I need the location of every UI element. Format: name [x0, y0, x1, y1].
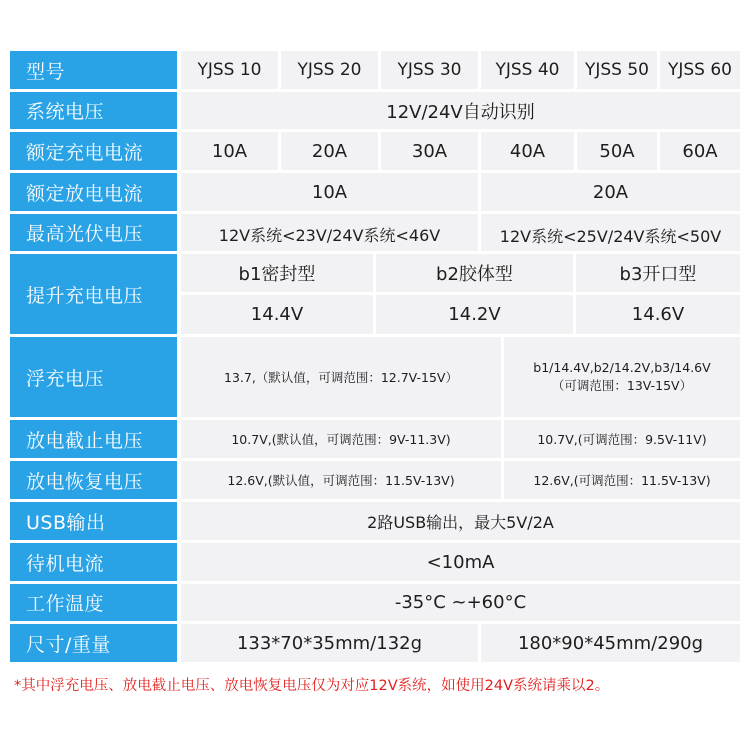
row-rated-charge-current: [10, 132, 740, 170]
row-label: 提升充电电压: [10, 254, 177, 334]
row-cells: [181, 502, 740, 540]
row-label: 额定充电电流: [10, 132, 177, 170]
row-label: 放电恢复电压: [10, 461, 177, 499]
row-label: 最高光伏电压: [10, 214, 177, 251]
model-cell: YJSS 30: [381, 51, 478, 89]
boost-voltage-cell: 14.2V: [376, 295, 573, 334]
row-label: USB输出: [10, 502, 177, 540]
row-label: 系统电压: [10, 92, 177, 129]
size-weight-cell: 180*90*45mm/290g: [481, 624, 740, 662]
row-cells: [181, 337, 740, 417]
charge-current-cell: 60A: [660, 132, 740, 170]
cutoff-voltage-left: 10.7V,(默认值，可调范围：9V-11.3V): [181, 420, 501, 458]
float-voltage-left: 13.7,（默认值，可调范围：12.7V-15V）: [181, 337, 501, 417]
battery-type-cell: b2胶体型: [376, 254, 573, 292]
boost-voltage-cell: 14.4V: [181, 295, 373, 334]
row-label: 尺寸/重量: [10, 624, 177, 662]
pv-voltage-cell: 12V系统<23V/24V系统<46V: [181, 214, 478, 251]
charge-current-cell: 40A: [481, 132, 574, 170]
row-system-voltage: [10, 92, 740, 129]
row-discharge-cutoff-voltage: [10, 420, 740, 458]
standby-current-value: <10mA: [181, 543, 740, 581]
recovery-voltage-right: 12.6V,(可调范围：11.5V-13V): [504, 461, 740, 499]
footnote: *其中浮充电压、放电截止电压、放电恢复电压仅为对应12V系统，如使用24V系统请乘以2。: [14, 678, 610, 694]
float-voltage-right-line1: b1/14.4V,b2/14.2V,b3/14.6V: [533, 359, 711, 375]
row-label: 待机电流: [10, 543, 177, 581]
battery-type-cell: b1密封型: [181, 254, 373, 292]
model-cell: YJSS 40: [481, 51, 574, 89]
charge-current-cell: 30A: [381, 132, 478, 170]
row-cells: [181, 584, 740, 621]
model-cell: YJSS 10: [181, 51, 278, 89]
row-float-voltage: [10, 337, 740, 417]
row-cells: [181, 420, 740, 458]
row-standby-current: [10, 543, 740, 581]
charge-current-cell: 10A: [181, 132, 278, 170]
row-cells: [181, 132, 740, 170]
battery-type-cell: b3开口型: [576, 254, 740, 292]
row-usb-output: [10, 502, 740, 540]
row-cells: [181, 214, 740, 251]
row-cells: [181, 461, 740, 499]
recovery-voltage-left: 12.6V,(默认值，可调范围：11.5V-13V): [181, 461, 501, 499]
row-cells: [181, 543, 740, 581]
row-cells: [181, 51, 740, 89]
row-cells: [181, 624, 740, 662]
operating-temperature-value: -35°C ~+60°C: [181, 584, 740, 621]
row-label: 额定放电电流: [10, 173, 177, 211]
cutoff-voltage-right: 10.7V,(可调范围：9.5V-11V): [504, 420, 740, 458]
row-label: 浮充电压: [10, 337, 177, 417]
system-voltage-value: 12V/24V自动识别: [181, 92, 740, 129]
row-boost-charge-voltage: [10, 254, 740, 334]
model-cell: YJSS 60: [660, 51, 740, 89]
float-voltage-right-line2: （可调范围：13V-15V）: [551, 378, 693, 393]
row-cells: [181, 254, 740, 334]
model-cell: YJSS 20: [281, 51, 378, 89]
float-voltage-right: [504, 337, 740, 417]
row-cells: [181, 92, 740, 129]
row-label: 工作温度: [10, 584, 177, 621]
row-label: 放电截止电压: [10, 420, 177, 458]
boost-voltage-cell: 14.6V: [576, 295, 740, 334]
row-size-weight: [10, 624, 740, 662]
row-discharge-recovery-voltage: [10, 461, 740, 499]
pv-voltage-cell: 12V系统<25V/24V系统<50V: [481, 214, 740, 251]
discharge-current-cell: 10A: [181, 173, 478, 211]
discharge-current-cell: 20A: [481, 173, 740, 211]
row-model: [10, 51, 740, 89]
model-cell: YJSS 50: [577, 51, 657, 89]
row-max-pv-voltage: [10, 214, 740, 251]
usb-output-value: 2路USB输出，最大5V/2A: [181, 502, 740, 540]
charge-current-cell: 20A: [281, 132, 378, 170]
row-cells: [181, 173, 740, 211]
size-weight-cell: 133*70*35mm/132g: [181, 624, 478, 662]
row-label: 型号: [10, 51, 177, 89]
row-operating-temperature: [10, 584, 740, 621]
charge-current-cell: 50A: [577, 132, 657, 170]
row-rated-discharge-current: [10, 173, 740, 211]
